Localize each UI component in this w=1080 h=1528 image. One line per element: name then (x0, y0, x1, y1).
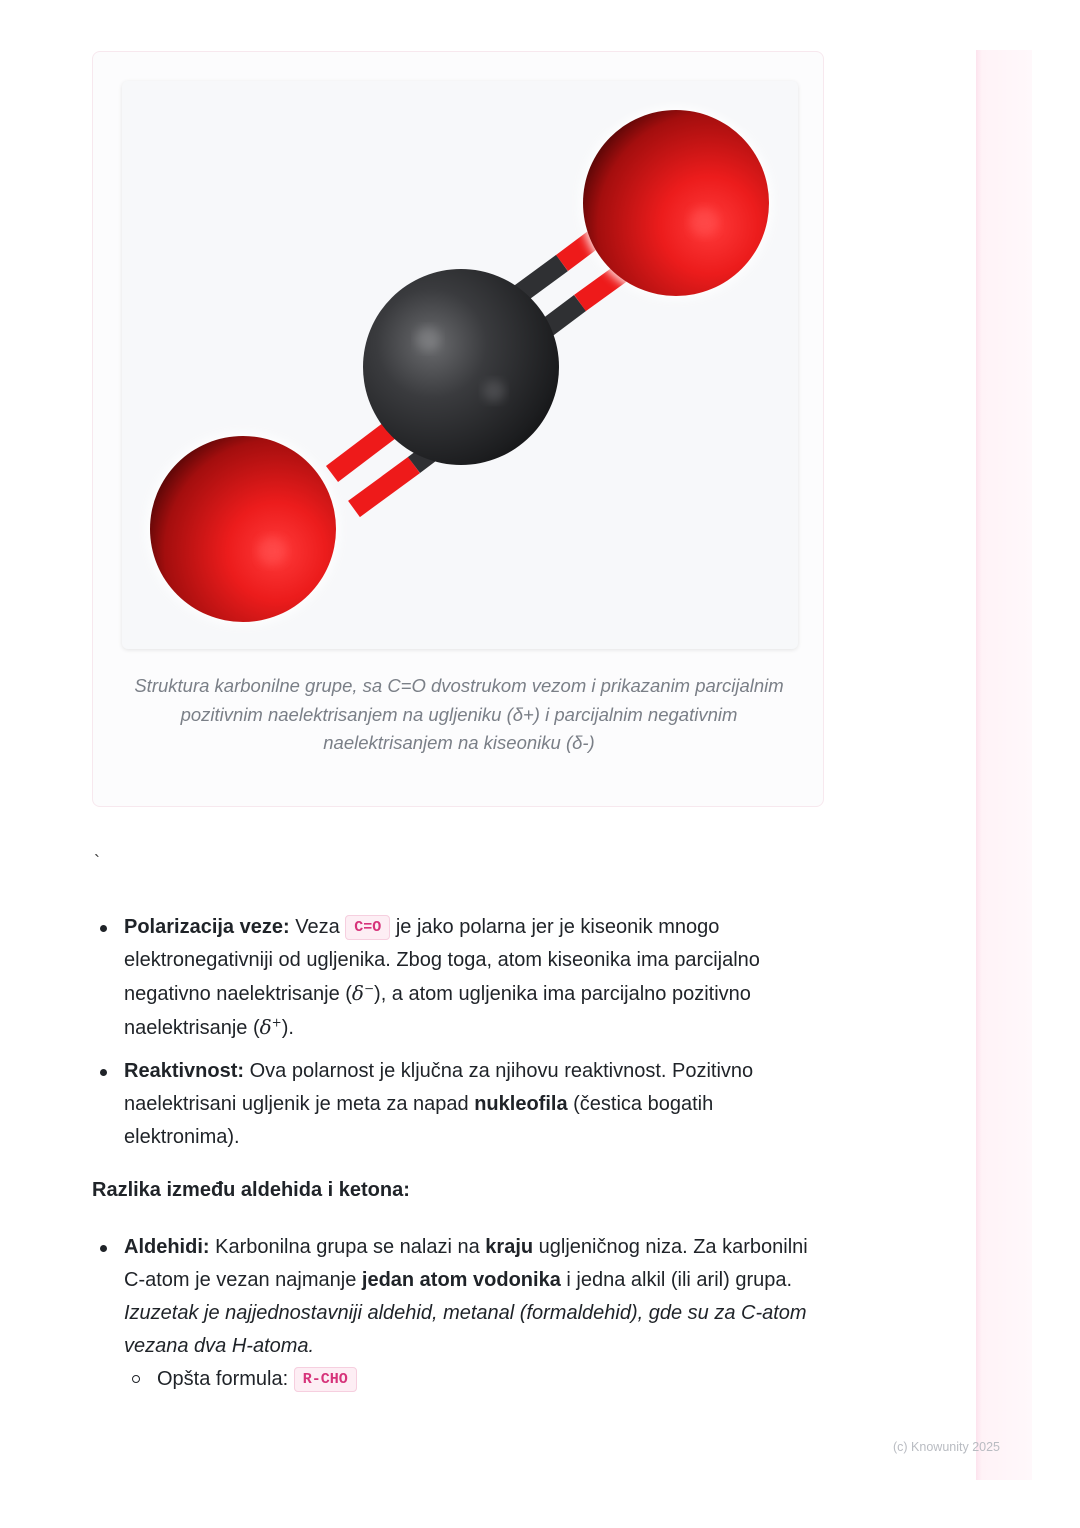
list-item-polarization: Polarizacija veze: Veza C=O je jako polarna jer je kiseonik mnogo elektronegativniji od ugljenika. Zbog toga, atom kiseonika ima parcijalno negativno naelektrisanje (δ−), a atom ugljenika ima parcijalno pozitivno naelektrisanje (δ+). (92, 911, 826, 1045)
term-polarization: Polarizacija veze: (124, 916, 290, 938)
code-chip-co: C=O (345, 915, 390, 940)
delta-minus-symbol: δ− (351, 981, 375, 1005)
properties-list (92, 911, 826, 1154)
oxygen-atom-upper (583, 110, 769, 296)
delta-plus-symbol: δ+ (259, 1015, 282, 1039)
figure-card (92, 51, 824, 807)
co2-ball-and-stick-model (122, 81, 798, 649)
differences-list (92, 1231, 826, 1396)
page-side-strip (976, 50, 1032, 1480)
list-item-general-formula: Opšta formula: R-CHO (124, 1363, 826, 1396)
molecule-image (122, 81, 798, 649)
list-item-aldehydes: Aldehidi: Karbonilna grupa se nalazi na kraju ugljeničnog niza. Za karbonilni C-atom je vezan najmanje jedan atom vodonika i jedna alkil (ili aril) grupa. Izuzetak je najjednostavniji aldehid, metanal (formaldehid), gde su za C-atom vezana dva H-atoma. Opšta formula: R-CHO (92, 1231, 826, 1396)
list-item-reactivity: Reaktivnost: Ova polarnost je ključna za njihovu reaktivnost. Pozitivno naelektrisani ugljenik je meta za napad nukleofila (čestica bogatih elektronima). (92, 1055, 826, 1154)
term-aldehydes: Aldehidi: (124, 1236, 210, 1258)
figure-caption: Struktura karbonilne grupe, sa C=O dvostrukom vezom i prikazanim parcijalnim pozitivnim naelektrisanjem na ugljeniku (δ+) i parcijalnim negativnim naelektrisanjem na kiseoniku (δ-) (134, 675, 784, 753)
footer-credit: (c) Knowunity 2025 (893, 1440, 1001, 1454)
oxygen-atom-lower (150, 436, 336, 622)
aldehyde-sub-list (124, 1363, 826, 1396)
stray-backtick: ` (94, 852, 100, 872)
code-chip-rcho: R-CHO (294, 1367, 357, 1392)
term-reactivity: Reaktivnost: (124, 1060, 245, 1082)
carbon-atom (363, 269, 559, 465)
section-heading: Razlika između aldehida i ketona: (92, 1179, 410, 1201)
